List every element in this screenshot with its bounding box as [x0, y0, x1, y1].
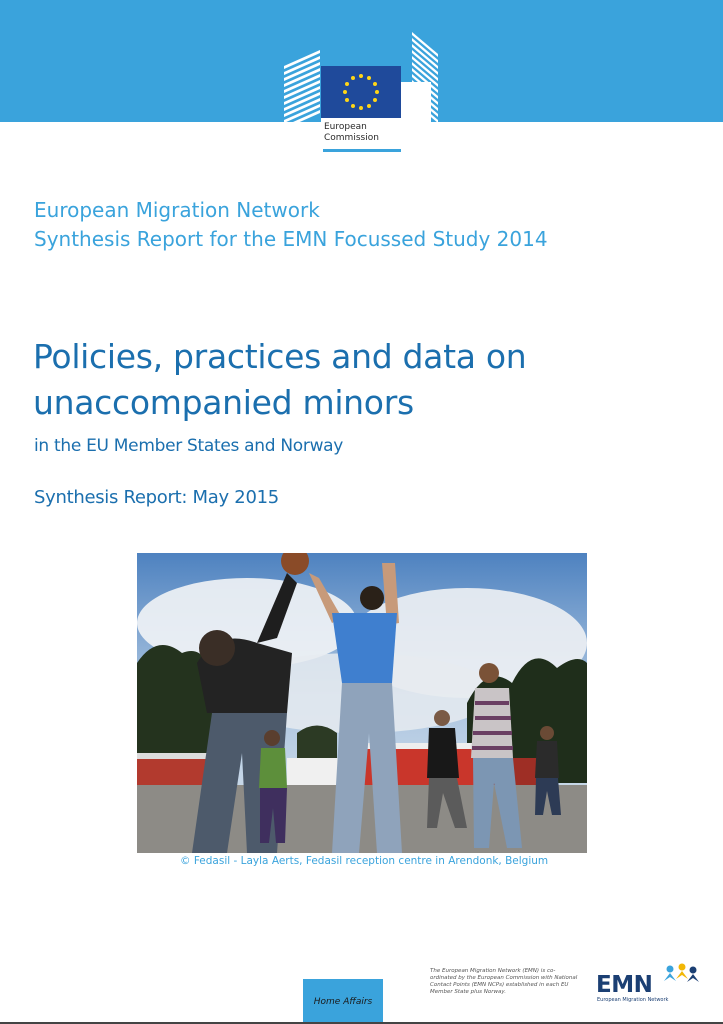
emn-logo-subtitle: European Migration Network: [597, 997, 669, 1003]
title-line-1: Policies, practices and data on: [33, 337, 527, 376]
emn-note: The European Migration Network (EMN) is co-ordinated by the European Commission with National Contact Points (EMN NCPs) established in each EU Member State plus Norway.: [430, 968, 578, 995]
emn-figures-icon: [662, 963, 700, 995]
emn-logo: [596, 962, 706, 1007]
european-commission-logo: [276, 30, 476, 155]
network-line-2: Synthesis Report for the EMN Focussed Study 2014: [34, 227, 548, 251]
emn-logo-word: EMN: [596, 972, 653, 998]
report-subtitle: in the EU Member States and Norway: [34, 436, 344, 456]
title-line-2: unaccompanied minors: [33, 383, 414, 422]
network-line-1: European Migration Network: [34, 198, 320, 222]
network-heading: [34, 196, 548, 254]
logo-line-1: European: [324, 122, 367, 132]
eu-flag-icon: [321, 66, 401, 118]
cover-photo: [137, 553, 587, 853]
logo-text: [324, 122, 379, 144]
report-title: [33, 334, 526, 426]
basketball-photo-illustration: [137, 553, 587, 853]
report-date: Synthesis Report: May 2015: [34, 487, 279, 508]
photo-caption: © Fedasil - Layla Aerts, Fedasil reception centre in Arendonk, Belgium: [180, 855, 549, 867]
logo-line-2: Commission: [324, 133, 379, 143]
home-affairs-box: Home Affairs: [303, 979, 383, 1024]
logo-underline: [323, 149, 401, 152]
